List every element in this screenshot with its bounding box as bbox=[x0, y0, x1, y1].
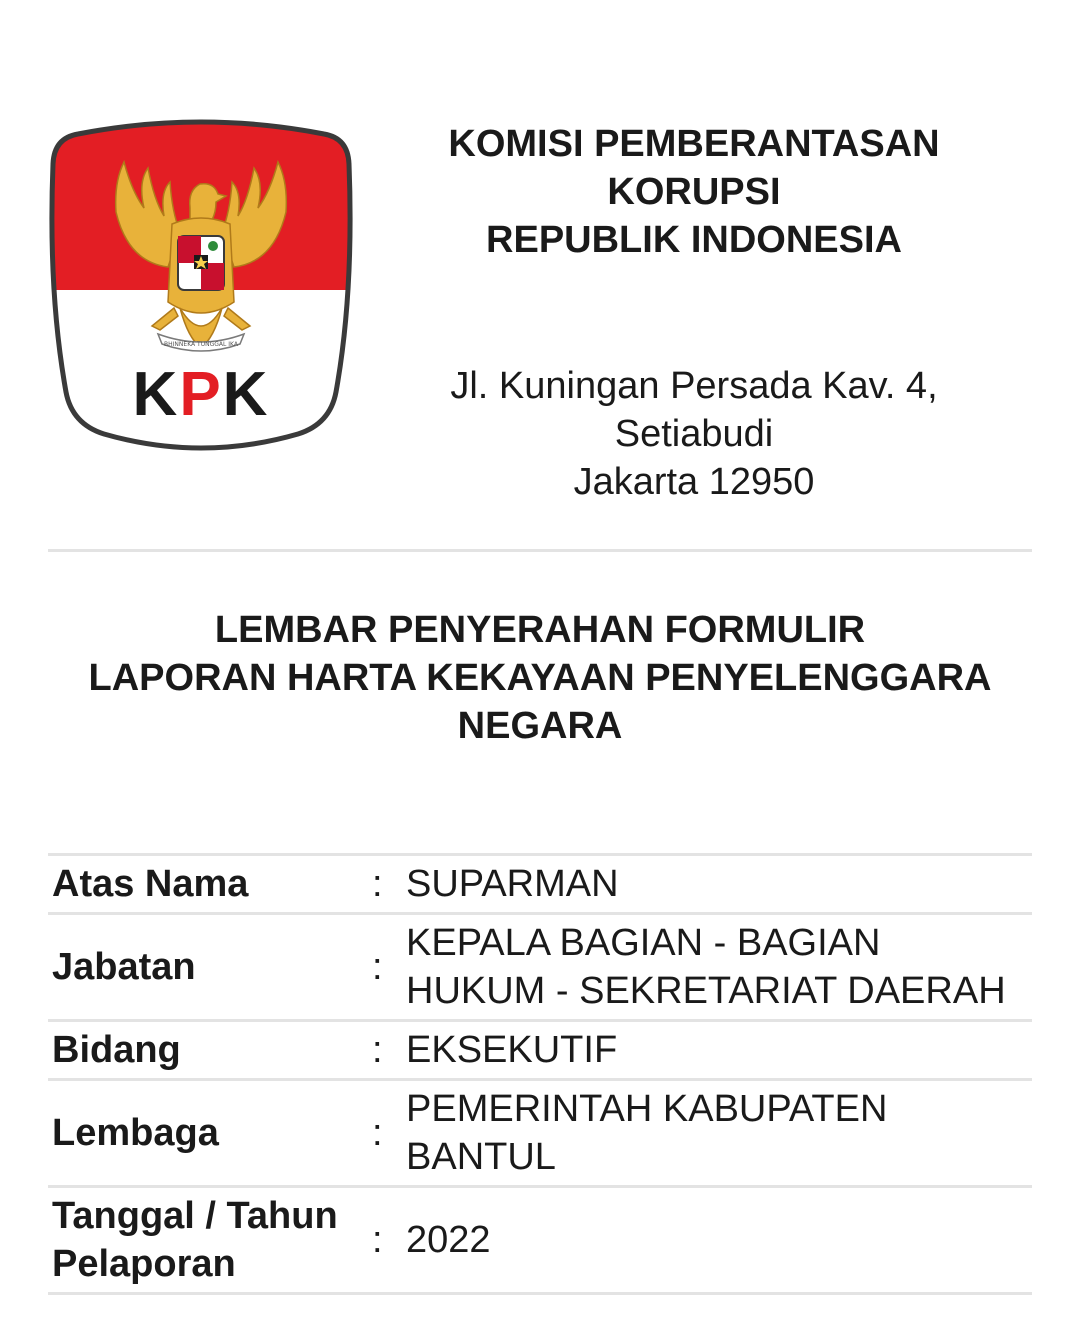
address-line: Jl. Kuningan Persada Kav. 4, bbox=[450, 365, 938, 407]
row-label: Bidang bbox=[52, 1029, 181, 1071]
row-value: SUPARMAN bbox=[406, 863, 619, 905]
organization-name-line: REPUBLIK INDONESIA bbox=[486, 219, 902, 261]
table-row bbox=[48, 1080, 1032, 1187]
details-table bbox=[48, 853, 1032, 1295]
row-value: KEPALA BAGIAN - BAGIAN HUKUM - SEKRETARIAT DAERAH bbox=[406, 922, 1006, 1012]
logo-motto: BHINNEKA TUNGGAL IKA bbox=[164, 341, 238, 348]
table-row bbox=[48, 914, 1032, 1021]
row-label: Jabatan bbox=[52, 946, 196, 988]
organization-block bbox=[404, 120, 984, 506]
organization-name-line: KOMISI PEMBERANTASAN bbox=[448, 123, 940, 165]
address-line: Jakarta 12950 bbox=[573, 461, 815, 503]
kpk-logo bbox=[48, 112, 354, 457]
table-row bbox=[48, 1021, 1032, 1080]
row-label: Lembaga bbox=[52, 1112, 219, 1154]
row-separator: : bbox=[372, 1219, 383, 1261]
logo-text: KPK bbox=[132, 360, 270, 429]
organization-name-line: KORUPSI bbox=[607, 171, 781, 213]
header-divider bbox=[48, 549, 1032, 552]
document-title-line: LAPORAN HARTA KEKAYAAN PENYELENGGARA bbox=[88, 657, 992, 699]
row-separator: : bbox=[372, 946, 383, 988]
row-value: 2022 bbox=[406, 1219, 491, 1261]
row-value: PEMERINTAH KABUPATEN BANTUL bbox=[406, 1088, 888, 1178]
document-title bbox=[48, 606, 1032, 750]
organization-name bbox=[404, 120, 984, 264]
table-row bbox=[48, 1187, 1032, 1294]
address-line: Setiabudi bbox=[614, 413, 774, 455]
row-separator: : bbox=[372, 1029, 383, 1071]
organization-address bbox=[404, 362, 984, 506]
letterhead bbox=[48, 0, 1032, 552]
document-title-line: NEGARA bbox=[457, 705, 623, 747]
row-separator: : bbox=[372, 863, 383, 905]
row-separator: : bbox=[372, 1112, 383, 1154]
row-value: EKSEKUTIF bbox=[406, 1029, 618, 1071]
row-label: Tanggal / Tahun Pelaporan bbox=[52, 1195, 338, 1285]
table-row bbox=[48, 855, 1032, 914]
row-label: Atas Nama bbox=[52, 863, 249, 905]
document-title-line: LEMBAR PENYERAHAN FORMULIR bbox=[214, 609, 866, 651]
